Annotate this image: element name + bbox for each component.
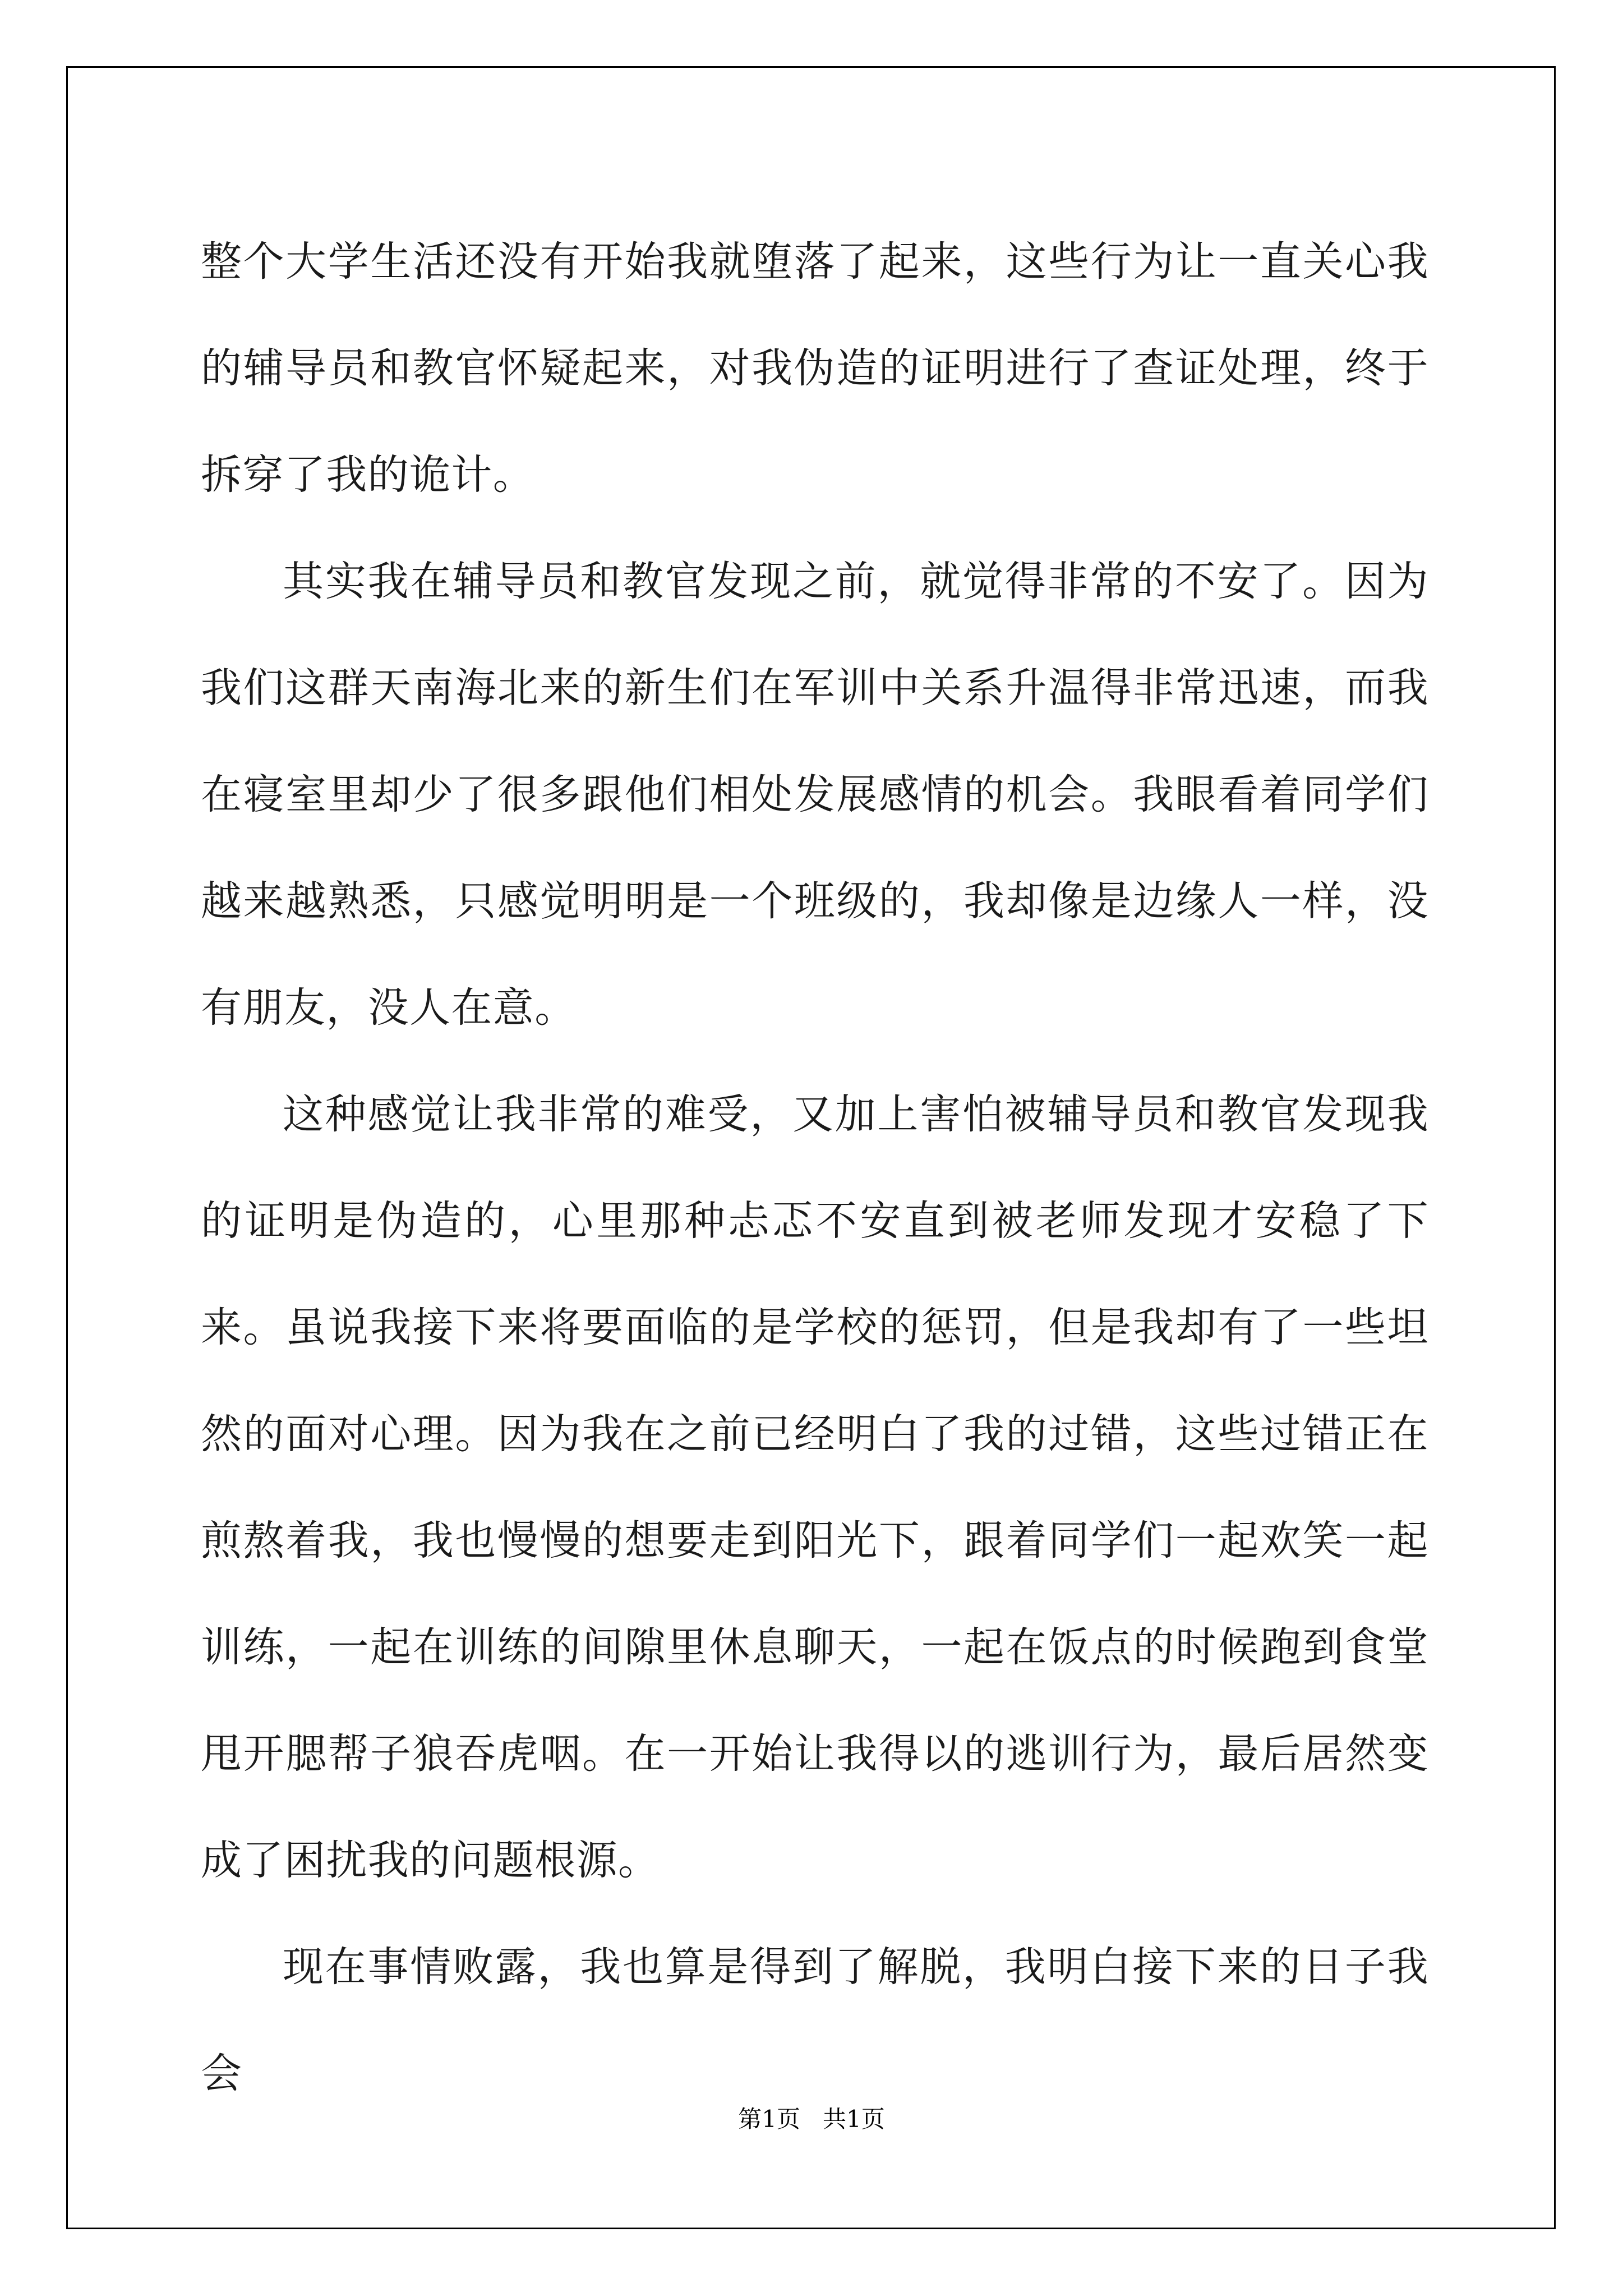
paragraph-3: 这种感觉让我非常的难受，又加上害怕被辅导员和教官发现我的证明是伪造的，心里那种忐忑不安直到被老师发现才安稳了下来。虽说我接下来将要面临的是学校的惩罚，但是我却有了一些坦然的面对心理。因为我在之前已经明白了我的过错，这些过错正在煎熬着我，我也慢慢的想要走到阳光下，跟着同学们一起欢笑一起训练，一起在训练的间隙里休息聊天，一起在饭点的时候跑到食堂甩开腮帮子狼吞虎咽。在一开始让我得以的逃训行为，最后居然变成了困扰我的问题根源。 — [201, 1091, 1429, 1884]
paragraph-1: 整个大学生活还没有开始我就堕落了起来，这些行为让一直关心我的辅导员和教官怀疑起来，对我伪造的证明进行了查证处理，终于拆穿了我的诡计。 — [201, 238, 1429, 499]
document-body — [201, 209, 1429, 2127]
page-number-footer: 第1页 共1页 — [738, 2105, 885, 2133]
paragraph-4: 现在事情败露，我也算是得到了解脱，我明白接下来的日子我会 — [201, 1943, 1429, 2097]
paragraph-2: 其实我在辅导员和教官发现之前，就觉得非常的不安了。因为我们这群天南海北来的新生们在军训中关系升温得非常迅速，而我在寝室里却少了很多跟他们相处发展感情的机会。我眼看着同学们越来越熟悉，只感觉明明是一个班级的，我却像是边缘人一样，没有朋友，没人在意。 — [201, 558, 1429, 1032]
